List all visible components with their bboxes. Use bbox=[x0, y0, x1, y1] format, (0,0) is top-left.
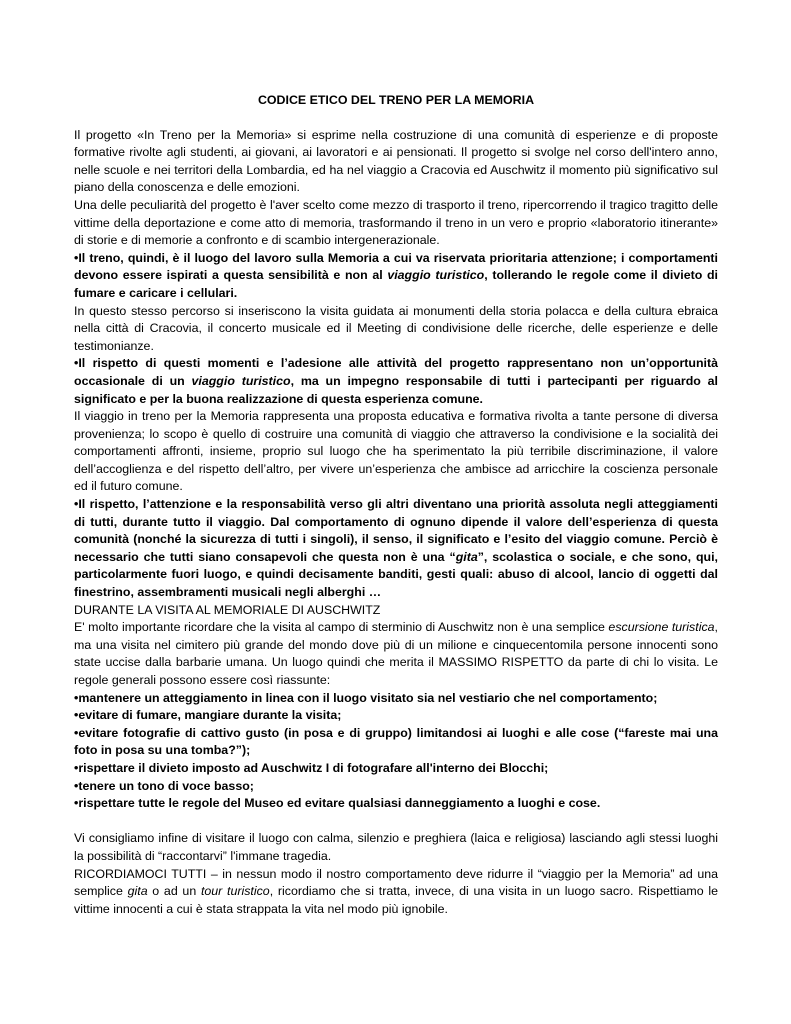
bullet-train-memory bbox=[74, 250, 718, 303]
intro-paragraph: Il progetto «In Treno per la Memoria» si esprime nella costruzione di una comunità di esperienze e di proposte formative rivolte agli studenti, ai giovani, ai lavoratori e ai pensionati. Il progetto si svolge nel corso dell'intero anno, nelle scuole e nei territori della Lombardia, ed ha nel viaggio a Cracovia ed Auschwitz il momento più significativo sul piano della conoscenza e delle emozioni. bbox=[74, 127, 718, 195]
krakow-paragraph: In questo stesso percorso si inseriscono la visita guidata ai monumenti della storia polacca e della cultura ebraica nella città di Cracovia, il concerto musicale ed il Meeting di condivisione delle ricerche, delle esperienze e delle testimonianze. bbox=[74, 303, 718, 353]
auschwitz-paragraph bbox=[74, 619, 718, 689]
closing-paragraph bbox=[74, 866, 718, 919]
community-paragraph: Il viaggio in treno per la Memoria rappresenta una proposta educativa e formativa rivolta a tante persone di diversa provenienza; lo scopo è quello di costruire una comunità di viaggio che attraverso la condivisione e la socialità dei comportamenti affronti, insieme, proprio sul luogo che ha sperimentato la più terribile discriminazione, il valore dell’accoglienza e del rispetto dell’altro, per vivere un’esperienza che ambisce ad arricchire la coscienza personale ed il futuro comune. bbox=[74, 409, 718, 494]
bullet-text: •Il rispetto, l’attenzione e la responsabilità verso gli altri diventano una priorità assoluta negli atteggiamenti di tutti, durante tutto il viaggio. Dal comportamento di ognuno dipende il valore dell’esperienza di questa comunità (nonché la sicurezza di tutti i singoli), il senso, il significato e l’esito del viaggio comune. Perciò è necessario che tutti siano consapevoli che questa non è una “ bbox=[74, 497, 718, 564]
paragraph-text: RICORDIAMOCI TUTTI – in nessun modo il nostro comportamento deve ridurre il “viaggio per la Memoria” ad una semplice bbox=[74, 866, 718, 899]
paragraph-italic: escursione turistica bbox=[608, 620, 715, 635]
rule-item: •evitare di fumare, mangiare durante la visita; bbox=[74, 708, 342, 723]
paragraph-text: , ma una visita nel cimitero più grande del mondo dove più di un milione e cinquecentomila persone innocenti sono state uccise dalla barbarie umana. Un luogo quindi che merita il MASSIMO RISPETTO da parte di chi lo visita. Le regole generali possono essere così riassunte: bbox=[74, 620, 718, 687]
rule-item: •rispettare il divieto imposto ad Auschwitz I di fotografare all'interno dei Blocchi; bbox=[74, 760, 549, 775]
document-page bbox=[74, 92, 718, 918]
paragraph-italic: tour turistico bbox=[200, 884, 270, 899]
bullet-respect-moments bbox=[74, 355, 718, 408]
bullet-text: •Il treno, quindi, è il luogo del lavoro sulla Memoria a cui va riservata prioritaria attenzione; i comportamenti devono essere ispirati a questa sensibilità e non al bbox=[74, 250, 718, 283]
paragraph-italic: gita bbox=[127, 884, 148, 899]
paragraph-text: E' molto importante ricordare che la visita al campo di sterminio di Auschwitz non è una semplice bbox=[74, 620, 609, 635]
advice-paragraph: Vi consigliamo infine di visitare il luogo con calma, silenzio e preghiera (laica e religiosa) lasciando agli stessi luoghi la possibilità di “raccontarvi” l'immane tragedia. bbox=[74, 831, 718, 863]
paragraph-text: , ricordiamo che si tratta, invece, di una visita in un luogo sacro. Rispettiamo le vittime innocenti a cui è stata strappata la vita nel modo più ignobile. bbox=[74, 884, 718, 916]
rule-item: •evitare fotografie di cattivo gusto (in posa e di gruppo) limitandosi ai luoghi e alle cose (“fareste mai una foto in posa su una tomba?”); bbox=[74, 725, 718, 758]
bullet-italic: viaggio turistico bbox=[191, 373, 291, 388]
paragraph-text: o ad un bbox=[147, 884, 201, 899]
auschwitz-heading: DURANTE LA VISITA AL MEMORIALE DI AUSCHWITZ bbox=[74, 602, 381, 617]
rule-item: •tenere un tono di voce basso; bbox=[74, 778, 254, 793]
bullet-text: ”, scolastica o sociale, e che sono, qui, particolarmente fuori luogo, e quindi decisamente banditi, gesti quali: abuso di alcool, lancio di oggetti dal finestrino, assembramenti musicali negli alberghi … bbox=[74, 549, 718, 600]
bullet-text: •Il rispetto di questi momenti e l’adesione alle attività del progetto rappresentano non un’opportunità occasionale di un bbox=[74, 356, 718, 388]
paragraph-gap bbox=[74, 813, 718, 831]
bullet-italic: viaggio turistico bbox=[387, 268, 485, 283]
rule-item: •mantenere un atteggiamento in linea con il luogo visitato sia nel vestiario che nel comportamento; bbox=[74, 690, 658, 705]
bullet-text: , tollerando le regole come il divieto di fumare e caricare i cellulari. bbox=[74, 268, 718, 300]
document-title: CODICE ETICO DEL TRENO PER LA MEMORIA bbox=[257, 93, 535, 107]
bullet-responsibility bbox=[74, 496, 718, 602]
bullet-italic: gita bbox=[455, 549, 478, 564]
rule-item: •rispettare tutte le regole del Museo ed evitare qualsiasi danneggiamento a luoghi e cose. bbox=[74, 796, 601, 811]
train-paragraph: Una delle peculiarità del progetto è l'aver scelto come mezzo di trasporto il treno, ripercorrendo il tragico tragitto delle vittime della deportazione e come atto di memoria, trasformando il treno in un vero e proprio «laboratorio itinerante» di storie e di memorie a confronto e di scambio intergenerazionale. bbox=[74, 197, 718, 248]
bullet-text: , ma un impegno responsabile di tutti i partecipanti per riguardo al significato e per la buona realizzazione di questa esperienza comune. bbox=[74, 373, 718, 406]
